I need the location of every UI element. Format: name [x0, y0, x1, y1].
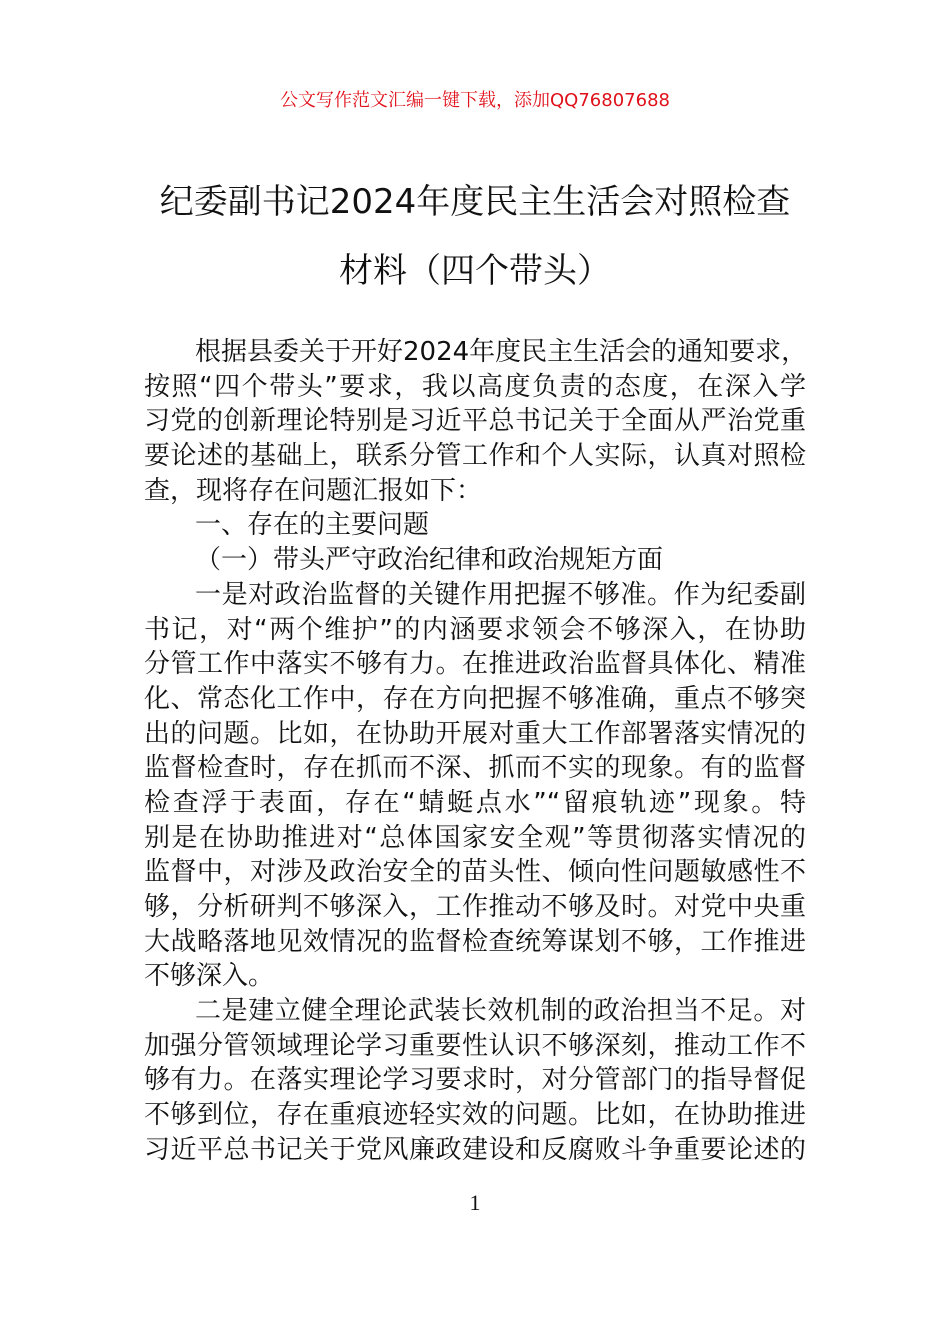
body-text-line: 够有力。在落实理论学习要求时，对分管部门的指导督促: [144, 1065, 806, 1096]
body-text-line: 监督中，对涉及政治安全的苗头性、倾向性问题敏感性不: [144, 857, 806, 888]
body-text-line: 习近平总书记关于党风廉政建设和反腐败斗争重要论述的: [144, 1134, 806, 1165]
body-text-line: 分管工作中落实不够有力。在推进政治监督具体化、精准: [144, 649, 806, 680]
body-text-line: 要论述的基础上，联系分管工作和个人实际，认真对照检: [144, 441, 806, 472]
body-text-line: 大战略落地见效情况的监督检查统筹谋划不够，工作推进: [144, 926, 806, 957]
body-text-line: 加强分管领域理论学习重要性认识不够深刻，推动工作不: [144, 1030, 806, 1061]
body-text-line: 按照“四个带头”要求，我以高度负责的态度，在深入学: [144, 371, 806, 402]
document-title-line-1: 纪委副书记2024年度民主生活会对照检查: [159, 182, 791, 222]
body-text-line: 查，现将存在问题汇报如下：: [144, 475, 483, 506]
body-text-line: 化、常态化工作中，存在方向把握不够准确，重点不够突: [144, 683, 806, 714]
body-text-line: 书记，对“两个维护”的内涵要求领会不够深入，在协助: [144, 614, 806, 645]
body-text-line: 别是在协助推进对“总体国家安全观”等贯彻落实情况的: [144, 822, 806, 853]
header-watermark-text: 公文写作范文汇编一键下载，添加QQ76807688: [280, 90, 670, 111]
body-text-line: 一、存在的主要问题: [195, 510, 430, 541]
body-text-line: 监督检查时，存在抓而不深、抓而不实的现象。有的监督: [144, 753, 806, 784]
body-text-line: 不够深入。: [144, 961, 275, 992]
body-text-line: （一）带头严守政治纪律和政治规矩方面: [195, 545, 664, 576]
body-text-line: 根据县委关于开好2024年度民主生活会的通知要求，: [195, 337, 808, 367]
body-text-line: 够，分析研判不够深入，工作推动不够及时。对党中央重: [144, 892, 806, 922]
body-text-line: 二是建立健全理论武装长效机制的政治担当不足。对: [195, 996, 806, 1027]
body-text-line: 出的问题。比如，在协助开展对重大工作部署落实情况的: [144, 718, 806, 749]
body-text-line: 不够到位，存在重痕迹轻实效的问题。比如，在协助推进: [144, 1100, 806, 1131]
body-text-line: 一是对政治监督的关键作用把握不够准。作为纪委副: [195, 579, 806, 610]
body-text-line: 习党的创新理论特别是习近平总书记关于全面从严治党重: [144, 406, 806, 437]
body-text-line: 检查浮于表面，存在“蜻蜓点水”“留痕轨迹”现象。特: [144, 787, 806, 818]
page-number: 1: [469, 1190, 481, 1215]
document-title-line-2: 材料（四个带头）: [339, 251, 611, 291]
document-body: [144, 335, 806, 1168]
